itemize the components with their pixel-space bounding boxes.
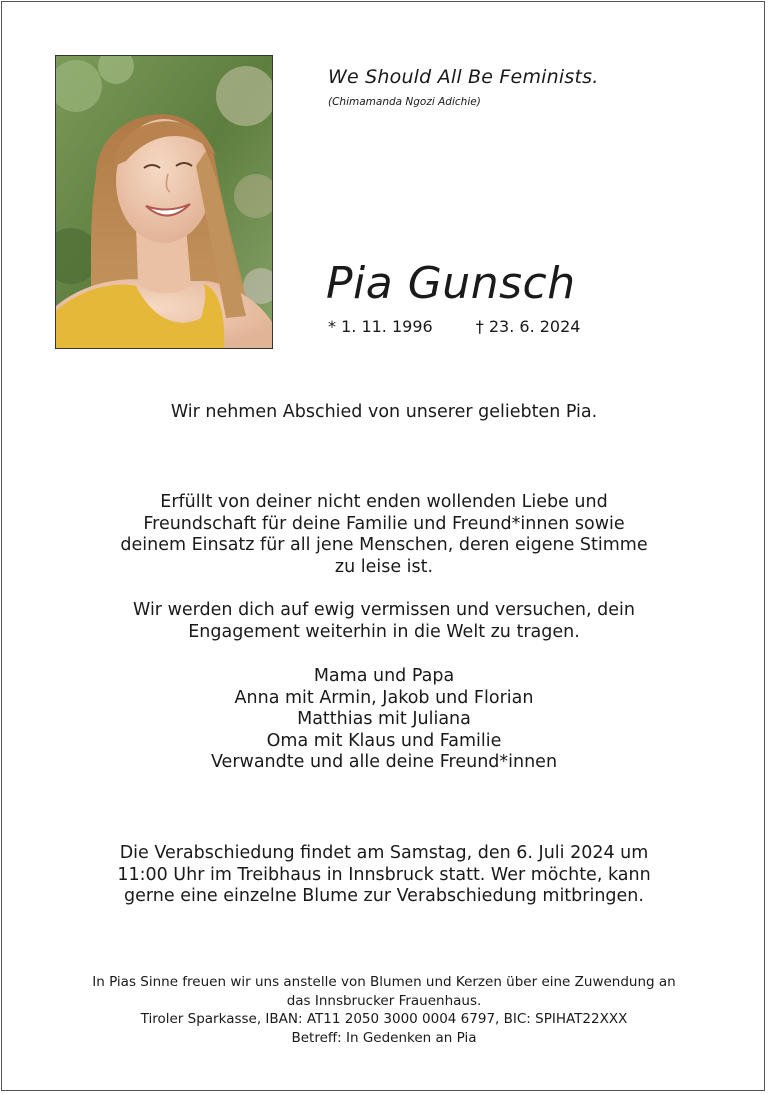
ceremony-line: 11:00 Uhr im Treibhaus in Innsbruck statt. Wer möchte, kann <box>117 864 651 885</box>
death-date: † 23. 6. 2024 <box>475 317 581 336</box>
life-dates <box>328 317 580 336</box>
mourner-entry: Oma mit Klaus und Familie <box>266 730 502 751</box>
mourner-entry: Mama und Papa <box>313 666 455 686</box>
remembrance-paragraph <box>40 600 728 643</box>
tribute-line: Erfüllt von deiner nicht enden wollenden Liebe und <box>160 492 608 512</box>
mourner-entry: Anna mit Armin, Jakob und Florian <box>234 687 534 708</box>
birth-date: * 1. 11. 1996 <box>328 317 433 336</box>
donation-line: In Pias Sinne freuen wir uns anstelle von Blumen und Kerzen über eine Zuwendung an <box>92 974 676 990</box>
tribute-line: Freundschaft für deine Familie und Freund*innen sowie <box>143 513 625 534</box>
remembrance-line: Engagement weiterhin in die Welt zu tragen. <box>188 621 580 642</box>
mourners-list <box>40 666 728 774</box>
deceased-name: Pia Gunsch <box>326 258 576 309</box>
mourner-entry: Verwandte und alle deine Freund*innen <box>210 752 558 772</box>
donation-note <box>40 973 728 1047</box>
tribute-line: zu leise ist. <box>334 556 434 577</box>
tribute-line: deinem Einsatz für all jene Menschen, deren eigene Stimme <box>120 535 648 555</box>
remembrance-line: Wir werden dich auf ewig vermissen und versuchen, dein <box>133 600 635 620</box>
farewell-line: Wir nehmen Abschied von unserer geliebten Pia. <box>170 402 598 422</box>
mourner-entry: Matthias mit Juliana <box>297 709 471 729</box>
portrait-photo <box>55 55 273 349</box>
tribute-paragraph <box>40 492 728 578</box>
donation-reference: Betreff: In Gedenken an Pia <box>291 1029 477 1046</box>
quote-text: We Should All Be Feminists. <box>328 66 599 88</box>
ceremony-line: gerne eine einzelne Blume zur Verabschiedung mitbringen. <box>124 886 644 906</box>
donation-line: das Innsbrucker Frauenhaus. <box>286 992 482 1009</box>
ceremony-line: Die Verabschiedung findet am Samstag, den 6. Juli 2024 um <box>119 843 649 863</box>
quote-author: (Chimamanda Ngozi Adichie) <box>328 96 481 108</box>
bank-details: Tiroler Sparkasse, IBAN: AT11 2050 3000 0004 6797, BIC: SPIHAT22XXX <box>140 1011 628 1027</box>
ceremony-info <box>40 843 728 908</box>
